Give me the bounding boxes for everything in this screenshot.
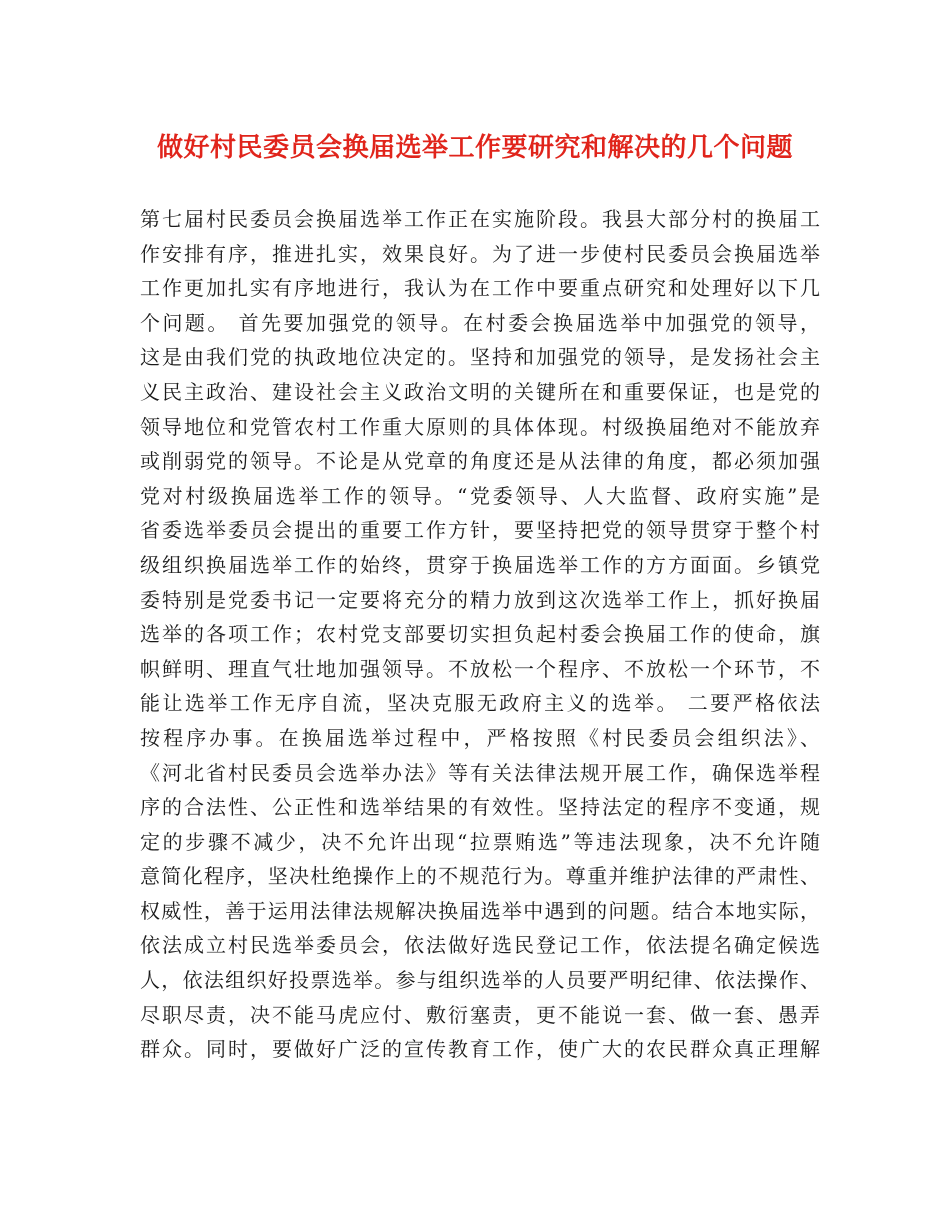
body-line: 依法成立村民选举委员会，依法做好选民登记工作，依法提名确定候选 [140, 933, 820, 958]
body-line: 个问题。 首先要加强党的领导。在村委会换届选举中加强党的领导， [140, 310, 820, 335]
body-line: 这是由我们党的执政地位决定的。坚持和加强党的领导，是发扬社会主 [140, 345, 820, 370]
body-line: 工作更加扎实有序地进行，我认为在工作中要重点研究和处理好以下几 [140, 276, 820, 301]
body-line: 第七届村民委员会换届选举工作正在实施阶段。我县大部分村的换届工 [140, 207, 820, 231]
document-body [140, 202, 820, 1067]
body-line: 或削弱党的领导。不论是从党章的角度还是从法律的角度，都必须加强 [140, 449, 820, 474]
body-line: 权威性，善于运用法律法规解决换届选举中遇到的问题。结合本地实际， [140, 898, 820, 923]
body-line: 作安排有序，推进扎实，效果良好。为了进一步使村民委员会换届选举 [140, 241, 820, 266]
body-line: 能让选举工作无序自流，坚决克服无政府主义的选举。 二要严格依法 [140, 691, 820, 716]
body-line: 序的合法性、公正性和选举结果的有效性。坚持法定的程序不变通，规 [140, 795, 820, 820]
body-line: 义民主政治、建设社会主义政治文明的关键所在和重要保证，也是党的 [140, 379, 820, 404]
body-line: 委特别是党委书记一定要将充分的精力放到这次选举工作上，抓好换届 [140, 587, 820, 612]
body-line: 领导地位和党管农村工作重大原则的具体体现。村级换届绝对不能放弃 [140, 414, 820, 439]
body-line: 按程序办事。在换届选举过程中，严格按照《村民委员会组织法》、 [140, 725, 820, 750]
body-line: 选举的各项工作；农村党支部要切实担负起村委会换届工作的使命，旗 [140, 622, 820, 647]
body-line: 党对村级换届选举工作的领导。“党委领导、人大监督、政府实施”是 [140, 483, 820, 508]
body-line: 定的步骤不减少，决不允许出现“拉票贿选”等违法现象，决不允许随 [140, 829, 820, 854]
body-line: 级组织换届选举工作的始终，贯穿于换届选举工作的方方面面。乡镇党 [140, 552, 820, 577]
body-line: 人，依法组织好投票选举。参与组织选举的人员要严明纪律、依法操作、 [140, 968, 820, 993]
body-line: 尽职尽责，决不能马虎应付、敷衍塞责，更不能说一套、做一套、愚弄 [140, 1002, 820, 1027]
body-line: 省委选举委员会提出的重要工作方针，要坚持把党的领导贯穿于整个村 [140, 518, 820, 543]
body-line: 群众。同时，要做好广泛的宣传教育工作，使广大的农民群众真正理解 [140, 1037, 820, 1062]
document-title: 做好村民委员会换届选举工作要研究和解决的几个问题 [156, 133, 793, 163]
body-line: 《河北省村民委员会选举办法》等有关法律法规开展工作，确保选举程 [140, 760, 820, 785]
body-line: 意简化程序，坚决杜绝操作上的不规范行为。尊重并维护法律的严肃性、 [140, 864, 820, 889]
body-line: 帜鲜明、理直气壮地加强领导。不放松一个程序、不放松一个环节，不 [140, 656, 820, 681]
